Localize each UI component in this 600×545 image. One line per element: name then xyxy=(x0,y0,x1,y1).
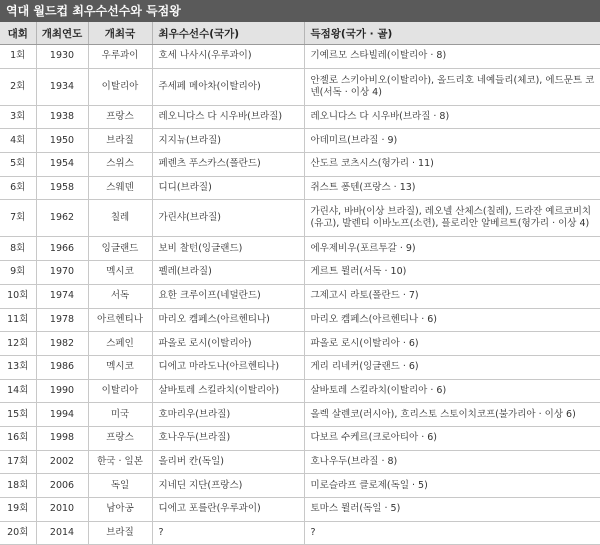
table-row xyxy=(0,474,600,498)
table-row xyxy=(0,153,600,177)
cell-tournament: 16회 xyxy=(0,426,36,450)
cell-best-player: 레오니다스 다 시우바(브라질) xyxy=(152,105,304,129)
cell-host: 남아공 xyxy=(88,498,152,522)
cell-top-scorer: 게르트 뮐러(서독 · 10) xyxy=(304,261,600,285)
cell-year: 1998 xyxy=(36,426,88,450)
cell-top-scorer: ? xyxy=(304,521,600,545)
cell-host: 아르헨티나 xyxy=(88,308,152,332)
cell-top-scorer: 파올로 로시(이탈리아 · 6) xyxy=(304,332,600,356)
cell-tournament: 2회 xyxy=(0,68,36,105)
cell-year: 1974 xyxy=(36,284,88,308)
cell-tournament: 11회 xyxy=(0,308,36,332)
header-best-player: 최우수선수(국가) xyxy=(152,22,304,45)
cell-year: 1970 xyxy=(36,261,88,285)
cell-host: 스페인 xyxy=(88,332,152,356)
cell-tournament: 7회 xyxy=(0,200,36,237)
cell-host: 브라질 xyxy=(88,129,152,153)
cell-year: 1938 xyxy=(36,105,88,129)
cell-top-scorer: 올렉 살렌코(러시아), 흐리스토 스토이치코프(불가리아 · 이상 6) xyxy=(304,403,600,427)
cell-top-scorer: 기예르모 스타빌레(이탈리아 · 8) xyxy=(304,45,600,69)
cell-top-scorer: 쥐스트 퐁텐(프랑스 · 13) xyxy=(304,176,600,200)
cell-host: 미국 xyxy=(88,403,152,427)
cell-year: 1950 xyxy=(36,129,88,153)
cell-year: 1954 xyxy=(36,153,88,177)
cell-year: 1994 xyxy=(36,403,88,427)
cell-top-scorer: 아데미르(브라질 · 9) xyxy=(304,129,600,153)
cell-tournament: 3회 xyxy=(0,105,36,129)
table-row xyxy=(0,237,600,261)
cell-top-scorer: 살바토레 스킬라치(이탈리아 · 6) xyxy=(304,379,600,403)
cell-top-scorer: 미로슬라프 클로제(독일 · 5) xyxy=(304,474,600,498)
cell-top-scorer: 마리오 켐페스(아르헨티나 · 6) xyxy=(304,308,600,332)
cell-top-scorer: 그제고시 라토(폴란드 · 7) xyxy=(304,284,600,308)
cell-top-scorer: 안젤로 스키아비오(이탈리아), 올드리호 네예들리(체코), 에드문트 코넨(서독 · 이상 4) xyxy=(304,68,600,105)
cell-host: 우루과이 xyxy=(88,45,152,69)
cell-top-scorer: 게리 리네커(잉글랜드 · 6) xyxy=(304,355,600,379)
cell-tournament: 6회 xyxy=(0,176,36,200)
cell-top-scorer: 산도르 코츠시스(헝가리 · 11) xyxy=(304,153,600,177)
cell-tournament: 13회 xyxy=(0,355,36,379)
cell-host: 칠레 xyxy=(88,200,152,237)
cell-host: 스위스 xyxy=(88,153,152,177)
cell-best-player: ? xyxy=(152,521,304,545)
cell-host: 서독 xyxy=(88,284,152,308)
cell-best-player: 보비 찰턴(잉글랜드) xyxy=(152,237,304,261)
cell-tournament: 10회 xyxy=(0,284,36,308)
cell-tournament: 15회 xyxy=(0,403,36,427)
table-row xyxy=(0,176,600,200)
cell-tournament: 4회 xyxy=(0,129,36,153)
table-row xyxy=(0,200,600,237)
cell-best-player: 주세페 메아차(이탈리아) xyxy=(152,68,304,105)
cell-host: 브라질 xyxy=(88,521,152,545)
table-row xyxy=(0,379,600,403)
cell-tournament: 5회 xyxy=(0,153,36,177)
cell-year: 1958 xyxy=(36,176,88,200)
header-row xyxy=(0,22,600,45)
cell-best-player: 요한 크루이프(네덜란드) xyxy=(152,284,304,308)
cell-year: 2002 xyxy=(36,450,88,474)
cell-best-player: 호마리우(브라질) xyxy=(152,403,304,427)
cell-year: 1990 xyxy=(36,379,88,403)
cell-host: 멕시코 xyxy=(88,261,152,285)
cell-best-player: 디에고 포를란(우루과이) xyxy=(152,498,304,522)
cell-host: 프랑스 xyxy=(88,105,152,129)
cell-best-player: 페렌츠 푸스카스(폴란드) xyxy=(152,153,304,177)
cell-tournament: 9회 xyxy=(0,261,36,285)
header-host: 개최국 xyxy=(88,22,152,45)
table-row xyxy=(0,68,600,105)
cell-tournament: 14회 xyxy=(0,379,36,403)
table-row xyxy=(0,105,600,129)
world-cup-table xyxy=(0,22,600,545)
cell-year: 1986 xyxy=(36,355,88,379)
table-row xyxy=(0,355,600,379)
table-row xyxy=(0,332,600,356)
cell-year: 1934 xyxy=(36,68,88,105)
cell-best-player: 호나우두(브라질) xyxy=(152,426,304,450)
cell-host: 한국 · 일본 xyxy=(88,450,152,474)
table-row xyxy=(0,284,600,308)
cell-host: 이탈리아 xyxy=(88,68,152,105)
cell-best-player: 펠레(브라질) xyxy=(152,261,304,285)
cell-year: 1962 xyxy=(36,200,88,237)
cell-best-player: 디디(브라질) xyxy=(152,176,304,200)
cell-tournament: 20회 xyxy=(0,521,36,545)
cell-tournament: 1회 xyxy=(0,45,36,69)
cell-best-player: 살바토레 스킬라치(이탈리아) xyxy=(152,379,304,403)
cell-top-scorer: 가린샤, 바바(이상 브라질), 레오넬 산체스(칠레), 드라잔 예르코비치(유고), 발렌티 이바노프(소련), 플로리안 알베르트(헝가리 · 이상 4) xyxy=(304,200,600,237)
cell-top-scorer: 다보르 수케르(크로아티아 · 6) xyxy=(304,426,600,450)
table-row xyxy=(0,426,600,450)
cell-top-scorer: 호나우두(브라질 · 8) xyxy=(304,450,600,474)
table-row xyxy=(0,498,600,522)
cell-host: 스웨덴 xyxy=(88,176,152,200)
cell-best-player: 가린샤(브라질) xyxy=(152,200,304,237)
cell-best-player: 마리오 켐페스(아르헨티나) xyxy=(152,308,304,332)
table-body xyxy=(0,45,600,545)
cell-best-player: 올리버 칸(독일) xyxy=(152,450,304,474)
cell-host: 멕시코 xyxy=(88,355,152,379)
table-row xyxy=(0,129,600,153)
cell-best-player: 지네딘 지단(프랑스) xyxy=(152,474,304,498)
header-top-scorer: 득점왕(국가 · 골) xyxy=(304,22,600,45)
cell-tournament: 18회 xyxy=(0,474,36,498)
table-row xyxy=(0,403,600,427)
cell-host: 독일 xyxy=(88,474,152,498)
cell-tournament: 17회 xyxy=(0,450,36,474)
header-tournament: 대회 xyxy=(0,22,36,45)
cell-tournament: 12회 xyxy=(0,332,36,356)
table-row xyxy=(0,261,600,285)
cell-best-player: 호세 나사시(우루과이) xyxy=(152,45,304,69)
cell-best-player: 디에고 마라도나(아르헨티나) xyxy=(152,355,304,379)
table-row xyxy=(0,450,600,474)
table-row xyxy=(0,308,600,332)
cell-best-player: 지지뉴(브라질) xyxy=(152,129,304,153)
cell-year: 2006 xyxy=(36,474,88,498)
cell-year: 2014 xyxy=(36,521,88,545)
cell-tournament: 8회 xyxy=(0,237,36,261)
cell-best-player: 파올로 로시(이탈리아) xyxy=(152,332,304,356)
table-title: 역대 월드컵 최우수선수와 득점왕 xyxy=(0,0,600,22)
cell-host: 이탈리아 xyxy=(88,379,152,403)
table-row xyxy=(0,45,600,69)
cell-top-scorer: 에우제비우(포르투갈 · 9) xyxy=(304,237,600,261)
cell-year: 2010 xyxy=(36,498,88,522)
cell-year: 1982 xyxy=(36,332,88,356)
cell-year: 1930 xyxy=(36,45,88,69)
cell-top-scorer: 토마스 뮐러(독일 · 5) xyxy=(304,498,600,522)
cell-year: 1978 xyxy=(36,308,88,332)
cell-host: 잉글랜드 xyxy=(88,237,152,261)
cell-top-scorer: 레오니다스 다 시우바(브라질 · 8) xyxy=(304,105,600,129)
cell-tournament: 19회 xyxy=(0,498,36,522)
cell-year: 1966 xyxy=(36,237,88,261)
table-row xyxy=(0,521,600,545)
cell-host: 프랑스 xyxy=(88,426,152,450)
header-year: 개최연도 xyxy=(36,22,88,45)
